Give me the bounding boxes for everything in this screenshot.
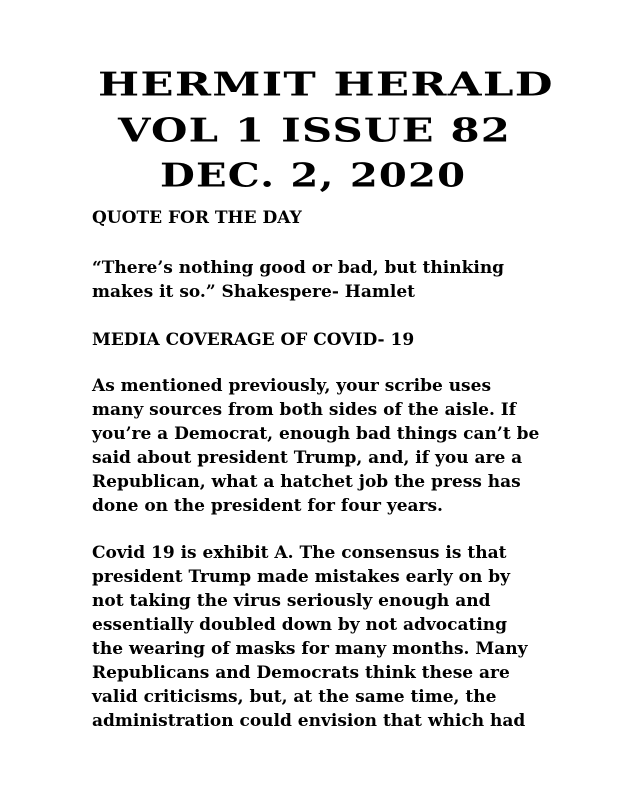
paragraph-line: said about president Trump, and, if you are a — [92, 448, 523, 468]
paragraph-line: valid criticisms, but, at the same time, the — [92, 687, 497, 707]
quote-line: “There’s nothing good or bad, but thinking — [92, 258, 505, 278]
paragraph-line: Covid 19 is exhibit A. The consensus is that — [92, 543, 507, 563]
paragraph-line: the wearing of masks for many months. Many — [92, 639, 528, 659]
article-heading: MEDIA COVERAGE OF COVID- 19 — [92, 330, 415, 350]
quote-text — [92, 256, 532, 304]
paragraph-line: many sources from both sides of the aisle. If — [92, 400, 517, 420]
paragraph-line: not taking the virus seriously enough and — [92, 591, 491, 611]
article-paragraph-2 — [92, 541, 532, 733]
paragraph-line: essentially doubled down by not advocating — [92, 615, 508, 635]
article-paragraph-1 — [92, 374, 540, 518]
paragraph-line: you’re a Democrat, enough bad things can’t be — [92, 424, 540, 444]
paragraph-line: Republican, what a hatchet job the press has — [92, 472, 521, 492]
paragraph-line: president Trump made mistakes early on by — [92, 567, 511, 587]
paragraph-line: done on the president for four years. — [92, 496, 443, 516]
quote-line: makes it so.” Shakespere- Hamlet — [92, 282, 415, 302]
issue-date: DEC. 2, 2020 — [160, 157, 467, 195]
paragraph-line: administration could envision that which had — [92, 711, 526, 731]
paragraph-line: Republicans and Democrats think these are — [92, 663, 510, 683]
volume-issue: VOL 1 ISSUE 82 — [118, 112, 512, 150]
paragraph-line: As mentioned previously, your scribe uses — [92, 376, 492, 396]
quote-heading: QUOTE FOR THE DAY — [92, 208, 302, 228]
newsletter-title: HERMIT HERALD — [98, 66, 554, 104]
